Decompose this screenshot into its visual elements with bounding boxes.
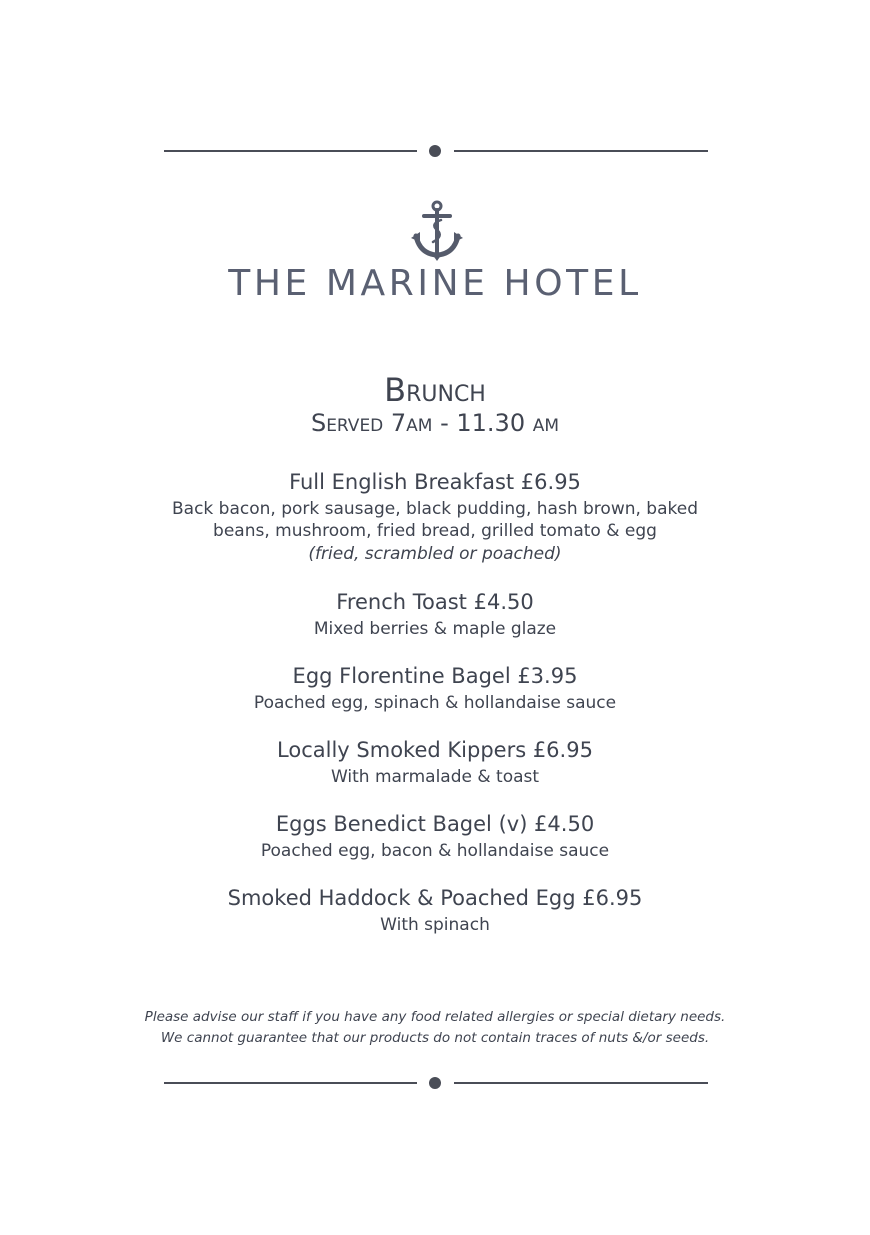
bottom-divider-right-rule xyxy=(454,1082,708,1084)
menu-item-egg-florentine xyxy=(0,660,870,714)
menu-item-french-toast xyxy=(0,586,870,640)
menu-item-description: Poached egg, bacon & hollandaise sauce xyxy=(260,841,610,861)
menu-item-name: Full English Breakfast £6.95 xyxy=(289,470,581,494)
top-divider-right-rule xyxy=(454,150,708,152)
menu-title: Brunch xyxy=(384,371,486,409)
allergy-disclaimer xyxy=(0,1007,870,1049)
top-divider-left-rule xyxy=(164,150,417,152)
top-divider-dot xyxy=(429,145,441,157)
menu-hours: Served 7am - 11.30 am xyxy=(310,409,560,437)
bottom-divider-dot xyxy=(429,1077,441,1089)
menu-item-eggs-benedict xyxy=(0,808,870,862)
disclaimer-line-2: We cannot guarantee that our products do not contain traces of nuts &/or seeds. xyxy=(160,1030,710,1046)
menu-item-name: Locally Smoked Kippers £6.95 xyxy=(277,738,593,762)
menu-item-name: Smoked Haddock & Poached Egg £6.95 xyxy=(227,886,643,910)
hotel-name: THE MARINE HOTEL xyxy=(228,263,642,304)
menu-item-name: French Toast £4.50 xyxy=(336,590,534,614)
menu-item-description: Mixed berries & maple glaze xyxy=(313,619,557,639)
top-divider xyxy=(164,144,708,158)
menu-item-description: With marmalade & toast xyxy=(330,767,540,787)
bottom-divider-left-rule xyxy=(164,1082,417,1084)
menu-item-full-english xyxy=(0,466,870,566)
bottom-divider xyxy=(164,1076,708,1090)
menu-item-kippers xyxy=(0,734,870,788)
menu-item-name: Eggs Benedict Bagel (v) £4.50 xyxy=(275,812,595,836)
menu-items xyxy=(0,466,870,956)
menu-item-note: (fried, scrambled or poached) xyxy=(308,544,562,564)
anchor-icon xyxy=(408,200,466,262)
menu-item-smoked-haddock xyxy=(0,882,870,936)
menu-item-description: With spinach xyxy=(380,915,490,935)
disclaimer-line-1: Please advise our staff if you have any food related allergies or special dietary needs. xyxy=(144,1009,726,1025)
menu-item-description: Poached egg, spinach & hollandaise sauce xyxy=(253,693,617,713)
menu-item-name: Egg Florentine Bagel £3.95 xyxy=(292,664,578,688)
menu-item-description: Back bacon, pork sausage, black pudding, hash brown, baked beans, mushroom, fried bread, grilled tomato & egg xyxy=(171,499,698,541)
